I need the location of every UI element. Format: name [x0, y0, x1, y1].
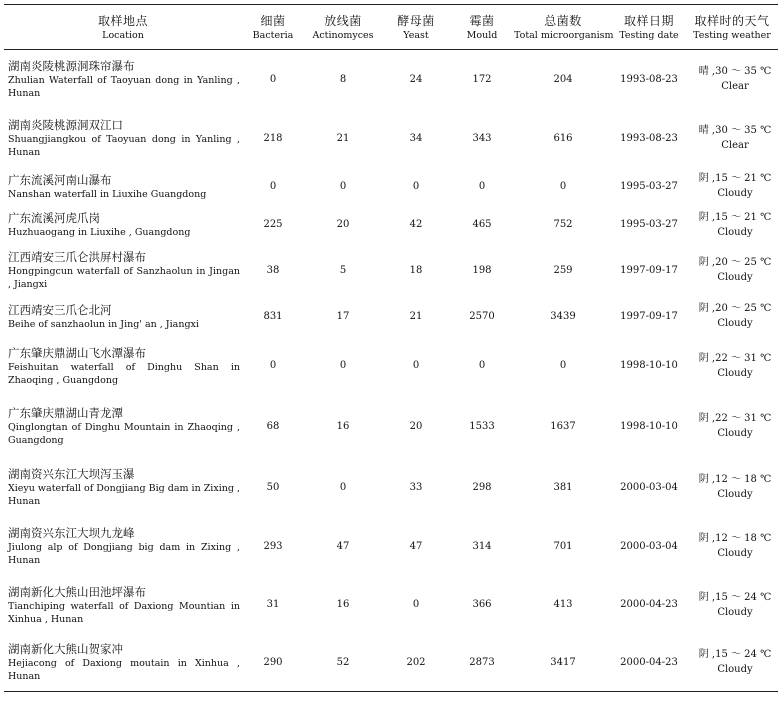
header-total-en: Total microorganism [514, 29, 614, 41]
mould-cell: 314 [472, 540, 492, 552]
weather-en: Cloudy [717, 272, 753, 283]
bacteria-cell: 31 [266, 599, 280, 610]
table-row [4, 458, 778, 517]
bacteria-cell: 225 [263, 219, 283, 230]
yeast-cell: 24 [409, 73, 423, 85]
header-actinomyces [304, 5, 382, 50]
bacteria-cell: 0 [269, 73, 277, 85]
mould-cell: 198 [472, 264, 492, 276]
weather-zh: 阴 ,20 ～ 25 ℃ [698, 257, 772, 268]
location-en: Xieyu waterfall of Dongjiang Big dam in Zixing , Hunan [8, 483, 240, 507]
actinomyces-cell: 20 [336, 219, 350, 230]
total-cell: 752 [553, 219, 573, 230]
weather-cell [686, 109, 778, 168]
location-en: Zhulian Waterfall of Taoyuan dong in Yanling , Hunan [8, 75, 240, 100]
actinomyces-cell: 5 [339, 264, 347, 276]
weather-zh: 阴 ,15 ～ 21 ℃ [698, 173, 772, 184]
location-cell [4, 395, 242, 458]
weather-zh: 晴 ,30 ～ 35 ℃ [698, 125, 772, 136]
total-cell: 701 [553, 540, 573, 552]
weather-en: Cloudy [717, 664, 753, 676]
mould-cell: 0 [478, 360, 486, 371]
header-date [612, 5, 686, 50]
date-cell: 2000-03-04 [620, 540, 678, 552]
location-en: Beihe of sanzhaolun in Jing' an , Jiangxi [8, 318, 199, 330]
mould-cell: 298 [472, 481, 492, 493]
location-cell [4, 296, 242, 337]
location-cell [4, 517, 242, 576]
location-en: Tianchiping waterfall of Daxiong Mountian in Xinhua , Hunan [8, 600, 240, 625]
table-body [4, 50, 778, 692]
yeast-cell: 202 [382, 634, 450, 692]
table-row [4, 395, 778, 458]
weather-zh: 阴 ,15 ～ 21 ℃ [698, 211, 772, 223]
bacteria-cell: 290 [242, 634, 304, 692]
header-actinomyces-zh: 放线菌 [324, 13, 362, 28]
mould-cell: 2570 [469, 310, 495, 322]
header-location [4, 5, 242, 50]
header-mould [450, 5, 514, 50]
location-en: Qinglongtan of Dinghu Mountain in Zhaoqing , Guangdong [8, 422, 240, 446]
weather-cell [686, 395, 778, 458]
yeast-cell: 47 [409, 540, 423, 552]
mould-cell: 1533 [469, 420, 495, 432]
header-weather-en: Testing weather [693, 29, 771, 41]
header-yeast-en: Yeast [403, 29, 429, 41]
weather-cell [686, 634, 778, 692]
weather-cell [686, 576, 778, 634]
weather-en: Cloudy [717, 226, 753, 238]
total-cell: 3417 [514, 634, 612, 692]
location-cell [4, 337, 242, 395]
total-cell: 0 [559, 180, 567, 192]
bacteria-cell: 68 [266, 420, 280, 432]
date-cell: 1995-03-27 [620, 219, 678, 230]
mould-cell: 343 [472, 132, 492, 144]
bacteria-cell: 38 [266, 264, 280, 276]
header-row [4, 5, 778, 50]
yeast-cell: 21 [409, 310, 423, 322]
header-date-en: Testing date [619, 29, 679, 41]
yeast-cell: 18 [409, 264, 423, 276]
header-weather-zh: 取样时的天气 [694, 13, 770, 28]
weather-zh: 阴 ,12 ～ 18 ℃ [698, 533, 772, 544]
weather-en: Cloudy [717, 367, 753, 379]
location-en: Hongpingcun waterfall of Sanzhaolun in Jingan , Jiangxi [8, 266, 240, 290]
header-weather [686, 5, 778, 50]
location-zh: 湖南新化大熊山贺家冲 [8, 642, 123, 657]
location-zh: 湖南炎陵桃源洞珠帘瀑布 [8, 59, 135, 74]
header-actinomyces-en: Actinomyces [312, 29, 374, 41]
table-row [4, 168, 778, 205]
location-zh: 江西靖安三爪仑北河 [8, 302, 112, 317]
weather-en: Cloudy [717, 188, 753, 199]
date-cell: 2000-03-04 [620, 481, 678, 493]
actinomyces-cell: 16 [336, 599, 350, 610]
weather-cell [686, 337, 778, 395]
weather-zh: 阴 ,12 ～ 18 ℃ [698, 474, 772, 485]
microorganism-table [4, 4, 778, 692]
total-cell: 616 [553, 132, 573, 144]
location-zh: 广东流溪河虎爪岗 [8, 211, 100, 225]
actinomyces-cell: 17 [336, 310, 350, 322]
location-cell [4, 50, 242, 109]
date-cell: 1993-08-23 [620, 132, 678, 144]
location-en: Hejiacong of Daxiong moutain in Xinhua , Hunan [8, 658, 240, 683]
weather-zh: 阴 ,22 ～ 31 ℃ [698, 413, 772, 424]
weather-zh: 阴 ,22 ～ 31 ℃ [698, 352, 772, 364]
table-row [4, 517, 778, 576]
weather-cell [686, 205, 778, 245]
table-row [4, 337, 778, 395]
weather-cell [686, 245, 778, 296]
mould-cell: 172 [472, 73, 492, 85]
mould-cell: 366 [472, 599, 492, 610]
date-cell: 2000-04-23 [620, 599, 678, 610]
location-en: Huzhuaogang in Liuxihe , Guangdong [8, 227, 191, 238]
location-cell [4, 205, 242, 245]
actinomyces-cell: 0 [339, 360, 347, 371]
location-zh: 广东肇庆鼎湖山飞水潭瀑布 [8, 345, 146, 360]
weather-cell [686, 50, 778, 109]
header-bacteria [242, 5, 304, 50]
table-row [4, 109, 778, 168]
location-cell [4, 458, 242, 517]
total-cell: 0 [559, 360, 567, 371]
total-cell: 3439 [550, 310, 576, 322]
weather-en: Cloudy [717, 606, 753, 618]
date-cell: 1998-10-10 [620, 360, 678, 371]
location-cell [4, 576, 242, 634]
date-cell: 1993-08-23 [620, 73, 678, 85]
bacteria-cell: 50 [266, 481, 280, 493]
date-cell: 1998-10-10 [620, 420, 678, 432]
total-cell: 413 [553, 599, 573, 610]
location-cell [4, 245, 242, 296]
weather-cell [686, 458, 778, 517]
total-cell: 204 [553, 73, 573, 85]
location-zh: 广东流溪河南山瀑布 [8, 172, 112, 187]
yeast-cell: 0 [412, 360, 420, 371]
header-location-zh: 取样地点 [97, 13, 148, 28]
bacteria-cell: 831 [263, 310, 283, 322]
actinomyces-cell: 52 [304, 634, 382, 692]
header-total [514, 5, 612, 50]
total-cell: 381 [553, 481, 573, 493]
actinomyces-cell: 21 [336, 132, 350, 144]
header-location-en: Location [102, 29, 144, 41]
bacteria-cell: 0 [269, 360, 277, 371]
bacteria-cell: 293 [263, 540, 283, 552]
header-mould-en: Mould [466, 29, 498, 41]
weather-zh: 晴 ,30 ～ 35 ℃ [698, 66, 772, 78]
header-bacteria-en: Bacteria [252, 29, 294, 41]
location-zh: 湖南新化大熊山田池坪瀑布 [8, 584, 146, 599]
date-cell: 1997-09-17 [620, 264, 678, 276]
total-cell: 1637 [550, 420, 576, 432]
yeast-cell: 34 [409, 132, 423, 144]
yeast-cell: 33 [409, 481, 423, 493]
yeast-cell: 20 [409, 420, 423, 432]
location-zh: 湖南炎陵桃源洞双江口 [8, 118, 123, 132]
weather-zh: 阴 ,15 ～ 24 ℃ [698, 649, 772, 661]
weather-en: Cloudy [717, 428, 753, 439]
date-cell: 1995-03-27 [620, 180, 678, 192]
location-cell [4, 109, 242, 168]
yeast-cell: 0 [412, 180, 420, 192]
weather-zh: 阴 ,20 ～ 25 ℃ [698, 303, 772, 314]
table-row [4, 245, 778, 296]
weather-en: Clear [721, 140, 749, 151]
date-cell: 2000-04-23 [612, 634, 686, 692]
table-row [4, 205, 778, 245]
weather-cell [686, 168, 778, 205]
location-cell [4, 634, 242, 692]
header-yeast-zh: 酵母菌 [397, 13, 435, 28]
weather-en: Clear [721, 81, 749, 93]
weather-cell [686, 296, 778, 337]
location-zh: 湖南资兴东江大坝泻玉瀑 [8, 467, 135, 481]
location-en: Shuangjiangkou of Taoyuan dong in Yanling , Hunan [8, 134, 240, 158]
bacteria-cell: 218 [263, 132, 283, 144]
date-cell: 1997-09-17 [620, 310, 678, 322]
table-row [4, 576, 778, 634]
weather-en: Cloudy [717, 318, 753, 329]
location-zh: 湖南资兴东江大坝九龙峰 [8, 526, 135, 540]
location-en: Feishuitan waterfall of Dinghu Shan in Zhaoqing , Guangdong [8, 361, 240, 386]
table-row [4, 296, 778, 337]
table-row [4, 634, 778, 692]
weather-zh: 阴 ,15 ～ 24 ℃ [698, 591, 772, 603]
total-cell: 259 [553, 264, 573, 276]
actinomyces-cell: 8 [339, 73, 347, 85]
actinomyces-cell: 47 [336, 540, 350, 552]
actinomyces-cell: 0 [339, 481, 347, 493]
location-zh: 广东肇庆鼎湖山青龙潭 [8, 406, 123, 420]
mould-cell: 465 [472, 219, 492, 230]
weather-en: Cloudy [717, 548, 753, 559]
header-mould-zh: 霉菌 [469, 13, 495, 28]
location-en: Nanshan waterfall in Liuxihe Guangdong [8, 188, 207, 200]
table-row [4, 50, 778, 109]
location-en: Jiulong alp of Dongjiang big dam in Zixing , Hunan [8, 542, 240, 566]
yeast-cell: 0 [412, 599, 420, 610]
location-cell [4, 168, 242, 205]
header-date-zh: 取样日期 [623, 13, 674, 28]
header-total-zh: 总菌数 [544, 13, 582, 28]
bacteria-cell: 0 [269, 180, 277, 192]
weather-en: Cloudy [717, 489, 753, 500]
actinomyces-cell: 0 [339, 180, 347, 192]
mould-cell: 0 [478, 180, 486, 192]
location-zh: 江西靖安三爪仑洪屏村瀑布 [8, 250, 146, 264]
header-bacteria-zh: 细菌 [260, 13, 286, 28]
weather-cell [686, 517, 778, 576]
header-yeast [382, 5, 450, 50]
yeast-cell: 42 [409, 219, 423, 230]
actinomyces-cell: 16 [336, 420, 350, 432]
mould-cell: 2873 [450, 634, 514, 692]
